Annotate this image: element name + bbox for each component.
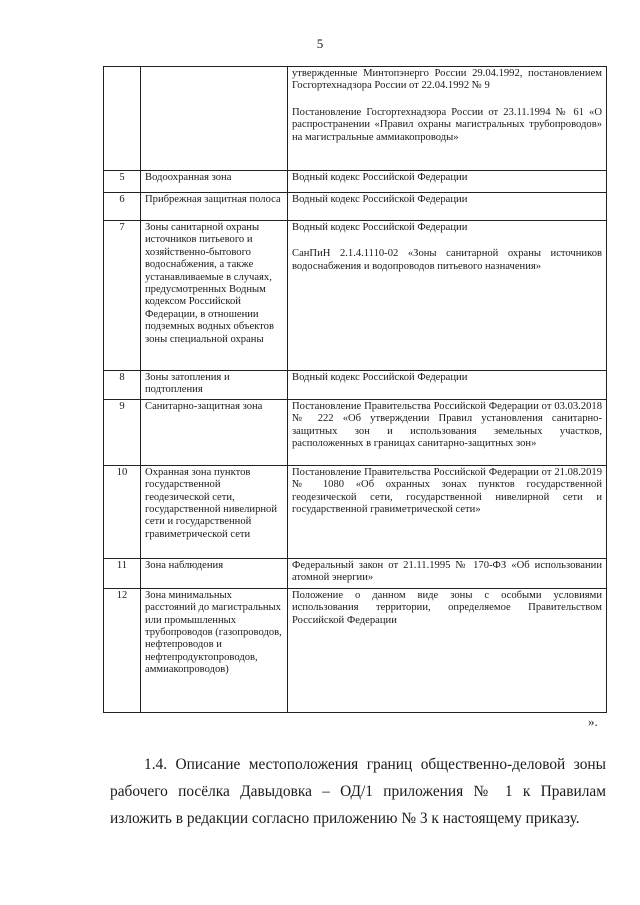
zone-name: Зоны затопления и подтопления: [141, 371, 288, 400]
zone-name: Водоохранная зона: [141, 171, 288, 193]
legal-basis-paragraph: утвержденные Минтопэнерго России 29.04.1992, постановлением Госгортехнадзора России от 22.04.1992 № 9: [292, 68, 602, 92]
row-number: [104, 67, 141, 171]
legal-basis: [288, 67, 607, 171]
page-number: 5: [316, 36, 324, 51]
legal-basis: [288, 465, 607, 558]
legal-basis-paragraph: Водный кодекс Российской Федерации: [292, 372, 468, 383]
row-number: 12: [104, 588, 141, 712]
legal-basis: [288, 193, 607, 221]
legal-basis-paragraph: Постановление Госгортехнадзора России от 23.11.1994 № 61 «О распространении «Правил охраны магистральных трубопроводов» на магистральные аммиакопроводы»: [292, 106, 602, 143]
row-number: 9: [104, 399, 141, 465]
legal-basis-paragraph: Положение о данном виде зоны с особыми условиями использования территории, определяемое Правительством Российской Федерации: [292, 589, 602, 626]
paragraph-1-4: [110, 751, 606, 832]
zone-name: Санитарно-защитная зона: [141, 399, 288, 465]
row-number: 6: [104, 193, 141, 221]
legal-basis-paragraph: Водный кодекс Российской Федерации: [292, 222, 468, 233]
legal-basis-paragraph: Водный кодекс Российской Федерации: [292, 194, 468, 205]
paragraph-text: 1.4. Описание местоположения границ общественно-деловой зоны рабочего посёлка Давыдовка – ОД/1 приложения № 1 к Правилам изложить в редакции согласно приложению № 3 к настоящему приказу.: [110, 756, 606, 828]
table-row: [104, 193, 607, 221]
legal-basis: [288, 588, 607, 712]
table-row: [104, 465, 607, 558]
zone-name: Охранная зона пунктов государственной геодезической сети, государственной нивелирной сети и государственной гравиметрической сети: [141, 465, 288, 558]
table-row: [104, 171, 607, 193]
row-number: 5: [104, 171, 141, 193]
zone-name: [141, 67, 288, 171]
legal-basis: [288, 558, 607, 588]
row-number: 7: [104, 221, 141, 371]
row-number: 11: [104, 558, 141, 588]
zone-name: Зоны санитарной охраны источников питьевого и хозяйственно-бытового водоснабжения, а также устанавливаемые в случаях, предусмотренных Водным кодексом Российской Федерации, в отношении подземных водных объектов зоны специальной охраны: [141, 221, 288, 371]
row-number: 8: [104, 371, 141, 400]
legal-basis: [288, 399, 607, 465]
zone-name: Зона минимальных расстояний до магистральных или промышленных трубопроводов (газопроводов, нефтепроводов и нефтепродуктопроводов, аммиакопроводов): [141, 588, 288, 712]
zone-name: Зона наблюдения: [141, 558, 288, 588]
legal-basis: [288, 221, 607, 371]
legal-basis-paragraph: Федеральный закон от 21.11.1995 № 170-ФЗ «Об использовании атомной энергии»: [292, 559, 602, 584]
table-row: [104, 399, 607, 465]
closing-quote: ».: [588, 714, 598, 729]
row-number: 10: [104, 465, 141, 558]
table-row: [104, 221, 607, 371]
table-row: [104, 371, 607, 400]
legal-basis-paragraph: Водный кодекс Российской Федерации: [292, 172, 468, 183]
legal-basis-paragraph: Постановление Правительства Российской Федерации от 03.03.2018 № 222 «Об утверждении Правил установления санитарно-защитных зон и использования земельных участков, расположенных в границах санитарно-защитных зон»: [292, 400, 602, 450]
legal-basis: [288, 371, 607, 400]
zone-name: Прибрежная защитная полоса: [141, 193, 288, 221]
table-row: [104, 67, 607, 171]
legal-basis: [288, 171, 607, 193]
table-row: [104, 588, 607, 712]
legal-basis-paragraph: СанПиН 2.1.4.1110-02 «Зоны санитарной охраны источников водоснабжения и водопроводов питьевого назначения»: [292, 248, 602, 272]
zones-table: [103, 66, 607, 713]
table-row: [104, 558, 607, 588]
legal-basis-paragraph: Постановление Правительства Российской Федерации от 21.08.2019 № 1080 «Об охранных зонах пунктов государственной геодезической сети, государственной нивелирной сети и государственной гравиметрической сети»: [292, 466, 602, 516]
